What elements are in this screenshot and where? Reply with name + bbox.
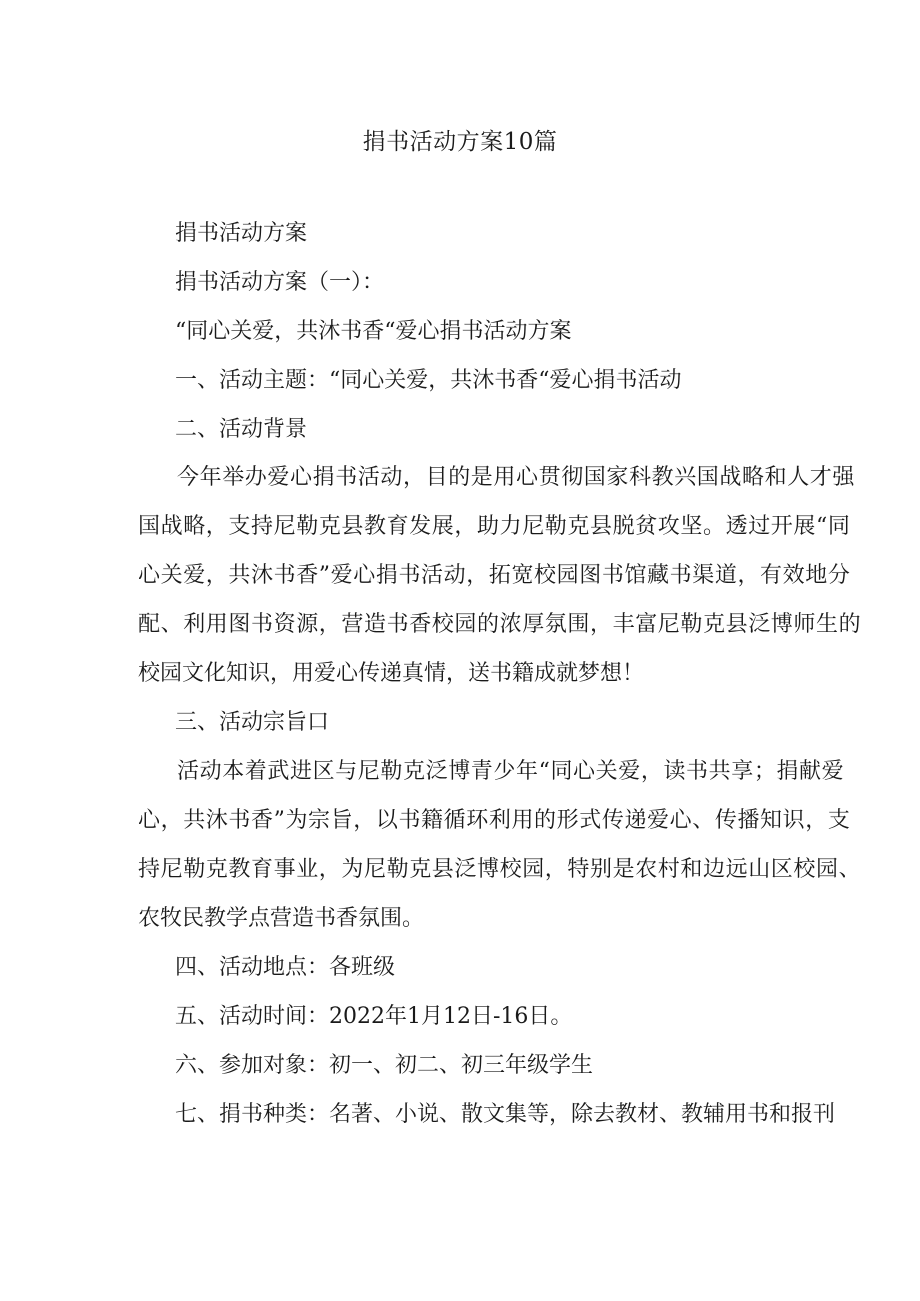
- background-paragraph-line: 今年举办爱心捐书活动，目的是用心贯彻国家科教兴国战略和人才强: [177, 465, 856, 490]
- subtitle-line: 捐书活动方案: [175, 221, 308, 246]
- background-heading: 二、活动背景: [175, 417, 308, 442]
- purpose-paragraph-line: 活动本着武进区与尼勒克泛博青少年“同心关爱，读书共享；捐献爱: [177, 759, 845, 784]
- participants-line: 六、参加对象：初一、初二、初三年级学生: [175, 1053, 594, 1078]
- time-line: 五、活动时间：2022年1月12日-16日。: [175, 1004, 573, 1029]
- purpose-paragraph-line: 心，共沐书香”为宗旨，以书籍循环利用的形式传递爱心、传播知识，支: [138, 808, 851, 833]
- section-heading-one: 捐书活动方案（一）：: [175, 270, 385, 295]
- background-paragraph-line: 心关爱，共沐书香”爱心捐书活动，拓宽校园图书馆藏书渠道，有效地分: [138, 563, 851, 588]
- location-line: 四、活动地点：各班级: [175, 955, 396, 980]
- book-types-line: 七、捐书种类：名著、小说、散文集等，除去教材、教辅用书和报刊: [175, 1102, 836, 1127]
- purpose-paragraph-line: 农牧民教学点营造书香氛围。: [138, 906, 425, 931]
- purpose-heading: 三、活动宗旨口: [175, 710, 330, 735]
- plan-name-line: “同心关爱，共沐书香“爱心捐书活动方案: [175, 319, 572, 344]
- activity-theme-line: 一、活动主题：“同心关爱，共沐书香“爱心捐书活动: [175, 368, 682, 393]
- background-paragraph-line: 配、利用图书资源，营造书香校园的浓厚氛围，丰富尼勒克县泛博师生的: [138, 612, 862, 637]
- background-paragraph-line: 校园文化知识，用爱心传递真情，送书籍成就梦想！: [138, 661, 645, 686]
- background-paragraph-line: 国战略，支持尼勒克县教育发展，助力尼勒克县脱贫攻坚。透过开展“同: [138, 514, 851, 539]
- document-title: 捐书活动方案10篇: [362, 129, 558, 155]
- purpose-paragraph-line: 持尼勒克教育事业，为尼勒克县泛博校园，特别是农村和边远山区校园、: [138, 857, 862, 882]
